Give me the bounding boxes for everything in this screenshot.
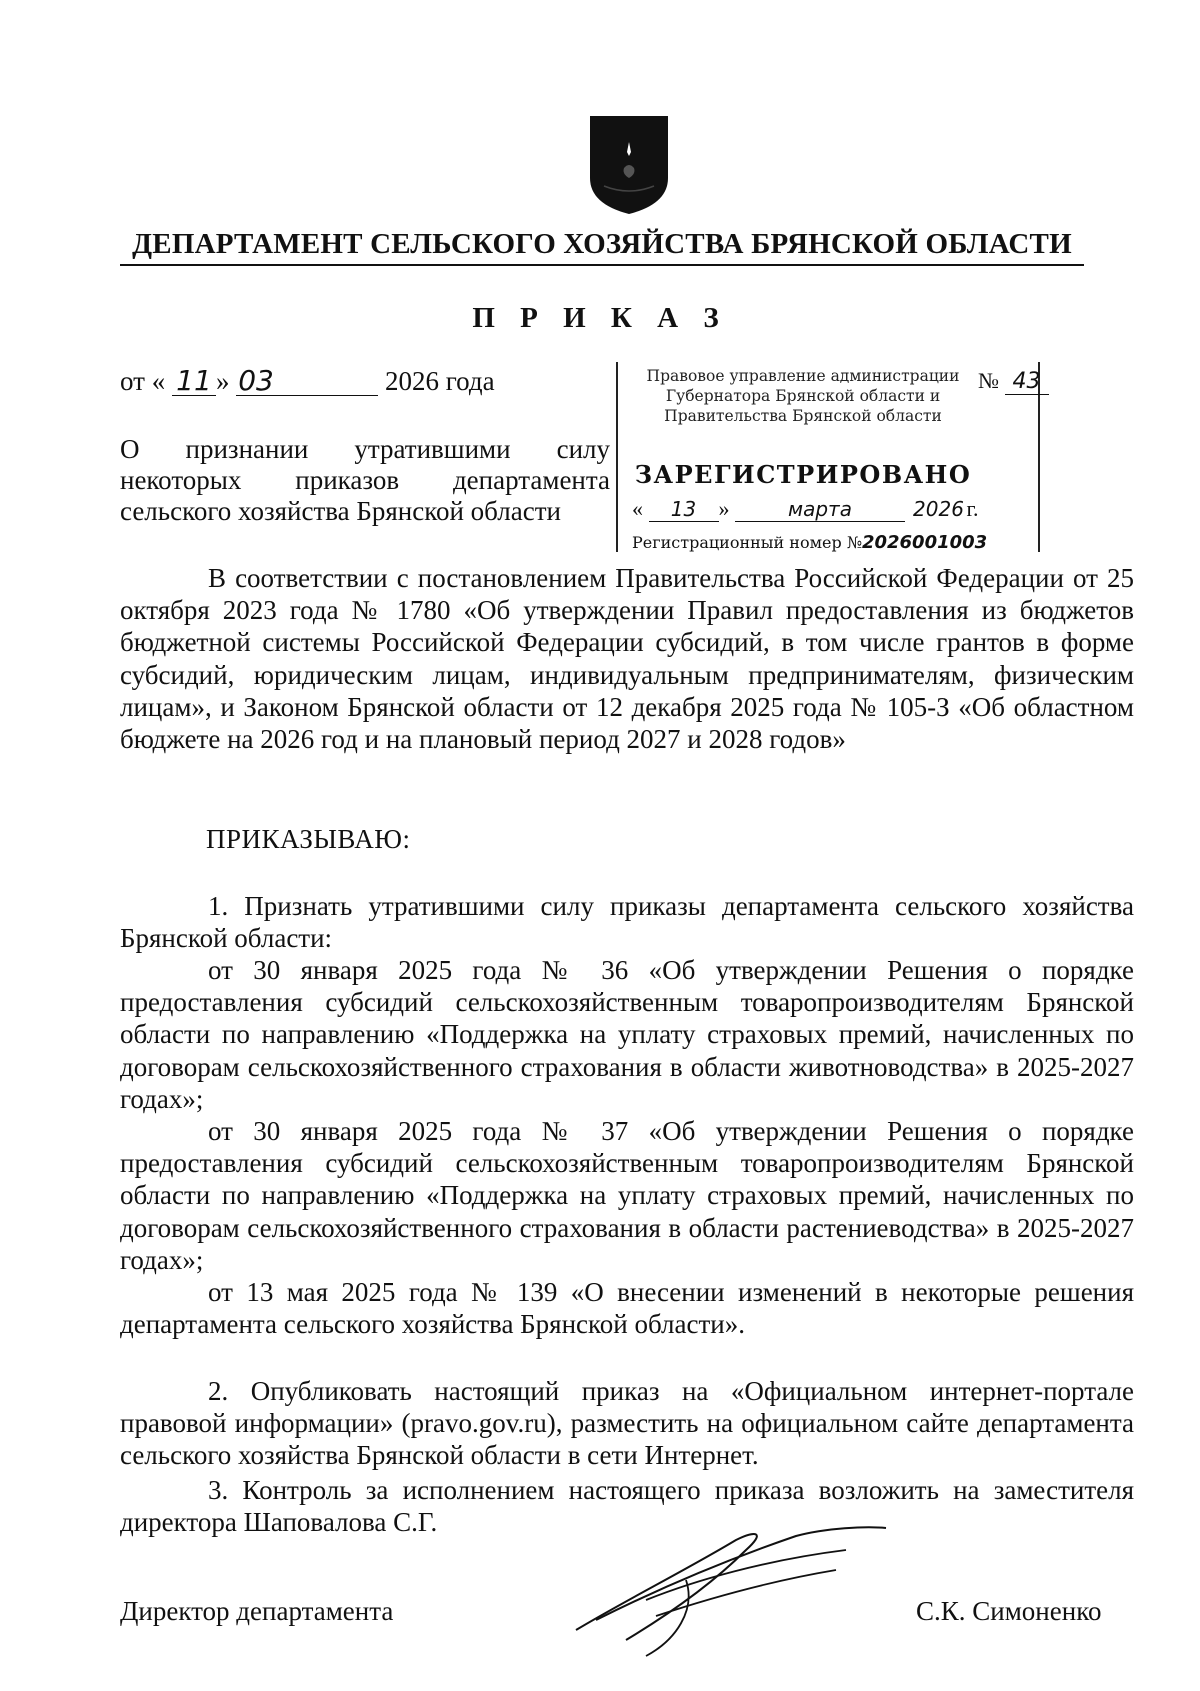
order-date-year: 2026 года	[384, 366, 495, 396]
preamble-paragraph	[120, 562, 1134, 755]
stamp-date-month: марта	[735, 497, 905, 522]
stamp-date-suffix: г.	[966, 496, 979, 521]
stamp-registration-number	[632, 532, 987, 553]
item-1-c	[120, 1276, 1134, 1340]
stamp-date-prefix: «	[632, 496, 643, 521]
item-3-text: 3. Контроль за исполнением настоящего приказа возложить на заместителя директора Шаповалова С.Г.	[120, 1475, 1134, 1538]
item-1	[120, 890, 1134, 954]
item-1-b-text: от 30 января 2025 года № 37 «Об утверждении Решения о порядке предоставления субсидий сельскохозяйственным товаропроизводителям Брянской области по направлению «Поддержка на уплату страховых премий, начисленных по договорам сельскохозяйственного страхования в области растениеводства» в 2025-2027 годах»;	[120, 1116, 1134, 1275]
stamp-order-number	[978, 368, 1049, 395]
stamp-number-value: 43	[1005, 369, 1049, 395]
order-date	[120, 366, 495, 397]
order-date-month: 03	[236, 367, 378, 396]
stamp-number-label: №	[978, 368, 999, 393]
signatory-name: С.К. Симоненко	[916, 1596, 1102, 1626]
stamp-date-mid: »	[718, 496, 730, 521]
item-2-text: 2. Опубликовать настоящий приказ на «Официальном интернет-портале правовой информации» (pravo.gov.ru), разместить на официальном сайте департамента сельского хозяйства Брянской области в сети Интернет.	[120, 1376, 1134, 1471]
stamp-date	[632, 496, 979, 522]
item-1-a-text: от 30 января 2025 года № 36 «Об утверждении Решения о порядке предоставления субсидий сельскохозяйственным товаропроизводителям Брянской области по направлению «Поддержка на уплату страховых премий, начисленных по договорам сельскохозяйственного страхования в области животноводства» в 2025-2027 годах»;	[120, 955, 1134, 1114]
document-type-title: П Р И К А З	[472, 302, 728, 334]
coat-of-arms-emblem	[584, 112, 674, 216]
preamble-text: В соответствии с постановлением Правительства Российской Федерации от 25 октября 2023 года № 1780 «Об утверждении Правил предоставления из бюджетов бюджетной системы Российской Федерации субсидий, в том числе грантов в форме субсидий, юридическим лицам, индивидуальным предпринимателям, физическим лицам», и Законом Брянской области от 12 декабря 2025 года № 105-З «Об областном бюджете на 2026 год и на плановый период 2027 и 2028 годов»	[120, 563, 1134, 755]
registration-stamp	[616, 362, 1040, 552]
stamp-reg-label: Регистрационный номер №	[632, 533, 862, 552]
item-1-c-text: от 13 мая 2025 года № 139 «О внесении изменений в некоторые решения департамента сельского хозяйства Брянской области».	[120, 1277, 1134, 1340]
stamp-organization: Правовое управление администрации Губернатора Брянской области и Правительства Брянской области	[646, 367, 960, 425]
item-1-a	[120, 954, 1134, 1115]
item-2	[120, 1375, 1134, 1472]
item-1-b	[120, 1115, 1134, 1276]
order-subject: О признании утратившими силу некоторых приказов департамента сельского хозяйства Брянской области	[120, 434, 610, 526]
order-date-prefix: от «	[120, 366, 166, 396]
order-date-mid: »	[215, 366, 230, 396]
stamp-reg-value: 2026001003	[861, 532, 988, 553]
stamp-registered-label: ЗАРЕГИСТРИРОВАНО	[634, 460, 972, 489]
decree-word: ПРИКАЗЫВАЮ:	[206, 824, 411, 854]
department-title-rule	[120, 264, 1084, 266]
department-title: ДЕПАРТАМЕНТ СЕЛЬСКОГО ХОЗЯЙСТВА БРЯНСКОЙ ОБЛАСТИ	[132, 228, 1072, 260]
handwritten-signature	[566, 1520, 896, 1660]
stamp-date-day: 13	[649, 497, 719, 522]
item-1-text: 1. Признать утратившими силу приказы департамента сельского хозяйства Брянской области:	[120, 891, 1134, 954]
signatory-title: Директор департамента	[120, 1596, 394, 1626]
order-date-day: 11	[172, 367, 216, 396]
stamp-date-year: 2026	[913, 497, 964, 521]
